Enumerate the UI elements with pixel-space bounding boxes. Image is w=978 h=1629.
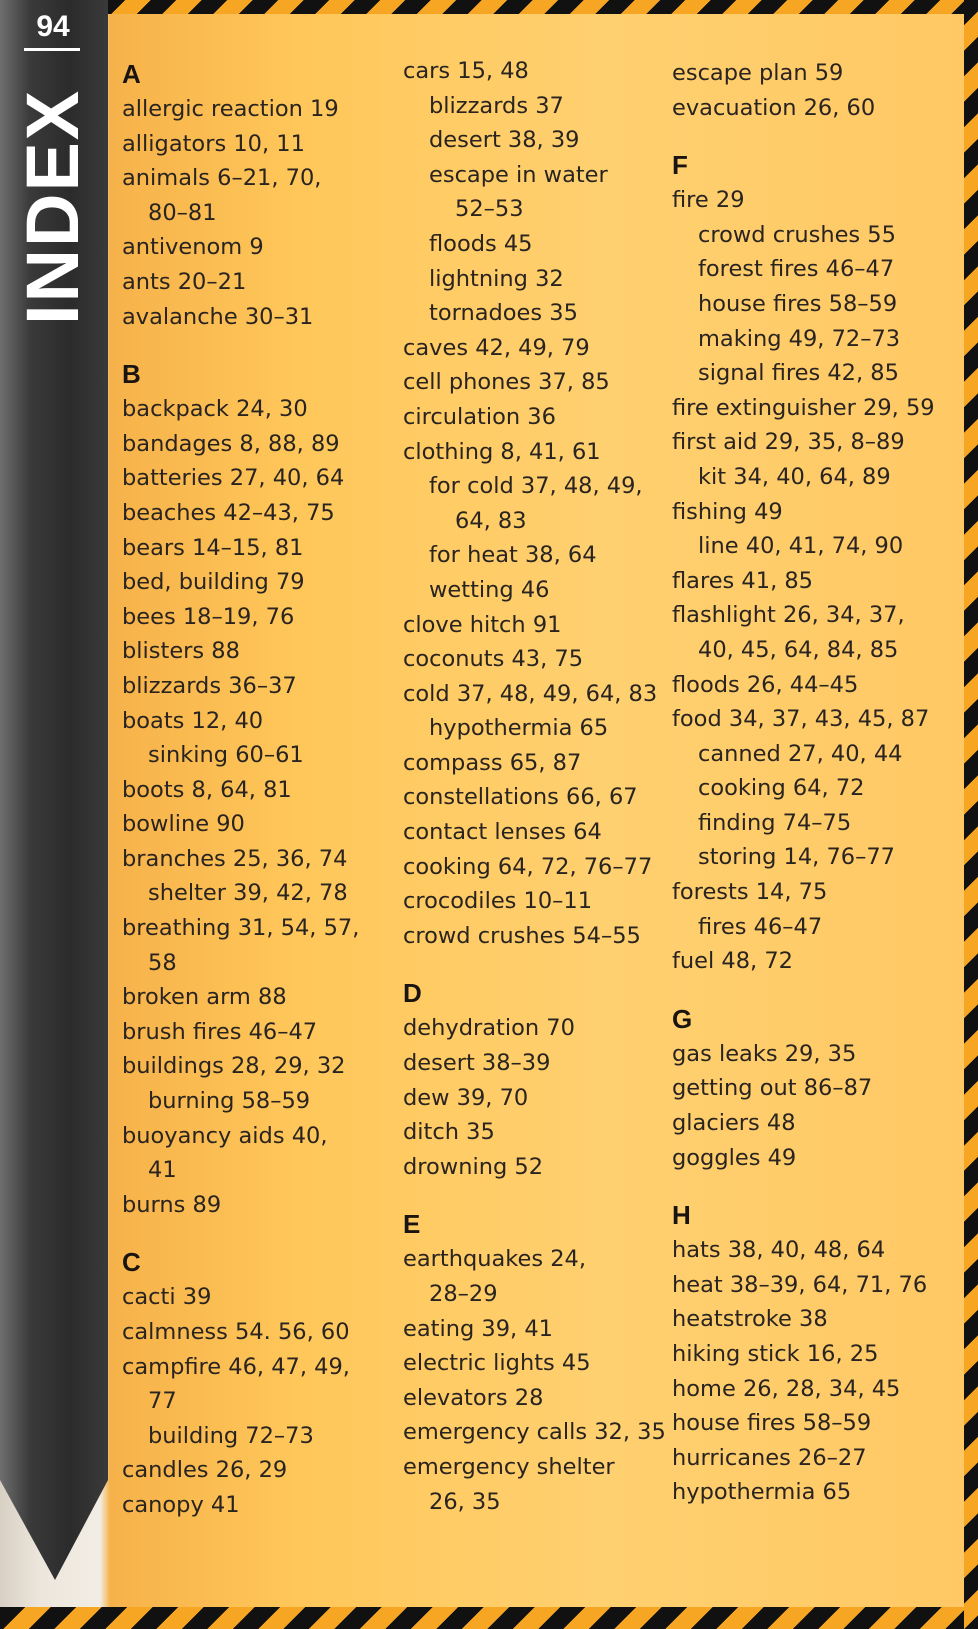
index-entry: beaches 42–43, 75 (122, 499, 335, 526)
index-entry: boots 8, 64, 81 (122, 776, 292, 803)
index-entry: crowd crushes 54–55 (403, 922, 641, 949)
index-entry: caves 42, 49, 79 (403, 334, 590, 361)
index-subentry: tornadoes 35 (429, 300, 578, 327)
index-entry: coconuts 43, 75 (403, 646, 584, 673)
index-entry: clove hitch 91 (403, 611, 562, 638)
section-letter: B (122, 359, 141, 390)
index-subentry: sinking 60–61 (148, 742, 304, 769)
section-gap (672, 1175, 962, 1195)
index-subentry: desert 38, 39 (429, 127, 580, 154)
index-entry: fire 29 (672, 187, 745, 214)
index-entry: eating 39, 41 (403, 1315, 553, 1342)
index-entry: drowning 52 (403, 1153, 544, 1180)
index-entry: emergency calls 32, 35 (403, 1419, 666, 1446)
index-entry-continuation: 41 (148, 1157, 177, 1184)
index-entry: floods 26, 44–45 (672, 671, 859, 698)
index-entry: getting out 86–87 (672, 1075, 873, 1102)
index-entry: house fires 58–59 (672, 1410, 872, 1437)
index-subentry: house fires 58–59 (698, 290, 898, 317)
index-entry: avalanche 30–31 (122, 303, 314, 330)
index-entry: food 34, 37, 43, 45, 87 (672, 706, 930, 733)
index-entry: circulation 36 (403, 403, 556, 430)
index-entry: broken arm 88 (122, 984, 287, 1011)
hazard-stripe-bottom (0, 1607, 978, 1629)
section-letter: D (403, 978, 422, 1009)
index-entry: fire extinguisher 29, 59 (672, 394, 935, 421)
index-entry: burns 89 (122, 1191, 222, 1218)
index-entry: emergency shelter (403, 1453, 615, 1480)
index-entry: desert 38–39 (403, 1050, 551, 1077)
index-subentry: building 72–73 (148, 1422, 314, 1449)
index-subentry: signal fires 42, 85 (698, 360, 899, 387)
index-entry: boats 12, 40 (122, 707, 264, 734)
index-entry-continuation: 40, 45, 64, 84, 85 (698, 636, 899, 663)
index-entry: branches 25, 36, 74 (122, 845, 348, 872)
index-entry: cell phones 37, 85 (403, 369, 610, 396)
index-entry: blisters 88 (122, 638, 240, 665)
index-entry: heatstroke 38 (672, 1306, 828, 1333)
section-letter: E (403, 1209, 421, 1240)
index-entry: cars 15, 48 (403, 58, 529, 84)
index-entry: alligators 10, 11 (122, 130, 305, 157)
index-subentry: burning 58–59 (148, 1088, 311, 1115)
index-entry: bees 18–19, 76 (122, 603, 295, 630)
index-subentry: floods 45 (429, 230, 533, 257)
index-entry: ants 20–21 (122, 268, 247, 295)
section-letter: H (672, 1200, 691, 1231)
index-entry: cold 37, 48, 49, 64, 83 (403, 680, 658, 707)
section-gap (672, 125, 962, 145)
index-entry: glaciers 48 (672, 1110, 796, 1137)
section-gap (403, 1184, 661, 1204)
index-entry-continuation: 77 (148, 1388, 177, 1415)
index-entry: brush fires 46–47 (122, 1018, 318, 1045)
index-entry: batteries 27, 40, 64 (122, 465, 345, 492)
section-gap (122, 334, 382, 354)
index-column-3 (672, 56, 962, 1510)
index-entry: animals 6–21, 70, (122, 165, 322, 192)
index-subentry: for heat 38, 64 (429, 542, 597, 569)
index-entry-continuation: 58 (148, 949, 177, 976)
section-letter: G (672, 1003, 693, 1034)
index-entry: buildings 28, 29, 32 (122, 1053, 346, 1080)
index-subentry: canned 27, 40, 44 (698, 740, 903, 767)
index-subentry: storing 14, 76–77 (698, 844, 895, 871)
tab-title: INDEX (11, 88, 94, 325)
index-entry: flares 41, 85 (672, 567, 813, 594)
hazard-stripe-right (964, 0, 978, 1629)
section-gap (672, 979, 962, 999)
index-subentry: making 49, 72–73 (698, 325, 901, 352)
index-entry: bowline 90 (122, 811, 245, 838)
index-entry: hurricanes 26–27 (672, 1444, 867, 1471)
index-column-2 (403, 54, 666, 1519)
index-entry: blizzards 36–37 (122, 672, 297, 699)
index-entry: ditch 35 (403, 1119, 495, 1146)
index-entry: fishing 49 (672, 498, 783, 525)
index-entry-continuation: 52–53 (455, 196, 524, 223)
index-entry: heat 38–39, 64, 71, 76 (672, 1271, 928, 1298)
index-entry-continuation: 26, 35 (429, 1488, 501, 1515)
index-entry: constellations 66, 67 (403, 784, 638, 811)
index-entry: cacti 39 (122, 1284, 212, 1311)
index-subentry: lightning 32 (429, 265, 564, 292)
index-entry: earthquakes 24, (403, 1246, 587, 1273)
index-subentry: wetting 46 (429, 576, 550, 603)
index-subentry: finding 74–75 (698, 809, 852, 836)
index-entry: flashlight 26, 34, 37, (672, 602, 905, 629)
index-entry: goggles 49 (672, 1144, 797, 1171)
index-subentry: line 40, 41, 74, 90 (698, 533, 904, 560)
index-entry: compass 65, 87 (403, 749, 582, 776)
index-entry: calmness 54. 56, 60 (122, 1319, 350, 1345)
index-entry-continuation: 64, 83 (455, 507, 527, 534)
index-subentry: forest fires 46–47 (698, 256, 895, 283)
index-entry: dehydration 70 (403, 1015, 575, 1042)
index-subentry: kit 34, 40, 64, 89 (698, 463, 891, 490)
index-entry: evacuation 26, 60 (672, 94, 876, 121)
index-entry: gas leaks 29, 35 (672, 1040, 857, 1067)
page-number: 94 (36, 10, 70, 43)
index-subentry: crowd crushes 55 (698, 221, 896, 248)
index-entry: cooking 64, 72, 76–77 (403, 853, 653, 880)
index-subentry: for cold 37, 48, 49, (429, 473, 643, 500)
index-subentry: blizzards 37 (429, 92, 564, 119)
index-subentry: cooking 64, 72 (698, 775, 865, 802)
section-letter: A (122, 59, 141, 89)
index-entry: hiking stick 16, 25 (672, 1341, 879, 1367)
index-column-1 (122, 54, 382, 1523)
index-entry: bandages 8, 88, 89 (122, 430, 340, 457)
index-entry: candles 26, 29 (122, 1457, 288, 1484)
index-entry: antivenom 9 (122, 234, 264, 261)
index-entry: forests 14, 75 (672, 879, 828, 906)
index-subentry: escape in water (429, 161, 608, 188)
index-entry: backpack 24, 30 (122, 396, 308, 423)
index-entry-continuation: 80–81 (148, 199, 217, 226)
index-entry: crocodiles 10–11 (403, 888, 593, 915)
index-entry: bed, building 79 (122, 569, 305, 596)
index-entry: allergic reaction 19 (122, 96, 339, 122)
index-entry: dew 39, 70 (403, 1084, 529, 1111)
section-gap (403, 953, 661, 973)
index-subentry: fires 46–47 (698, 913, 823, 940)
index-entry: contact lenses 64 (403, 819, 602, 846)
section-letter: F (672, 150, 688, 181)
index-entry-continuation: 28–29 (429, 1281, 498, 1307)
index-entry: clothing 8, 41, 61 (403, 438, 601, 465)
index-subentry: hypothermia 65 (429, 715, 609, 742)
index-entry: elevators 28 (403, 1384, 544, 1411)
index-entry: escape plan 59 (672, 60, 844, 86)
index-entry: fuel 48, 72 (672, 948, 793, 975)
index-entry: home 26, 28, 34, 45 (672, 1375, 901, 1402)
section-gap (122, 1222, 382, 1242)
index-entry: bears 14–15, 81 (122, 534, 304, 561)
hazard-stripe-top (100, 0, 978, 14)
index-entry: hypothermia 65 (672, 1479, 852, 1506)
index-entry: electric lights 45 (403, 1350, 591, 1377)
index-entry: buoyancy aids 40, (122, 1122, 328, 1149)
index-entry: canopy 41 (122, 1491, 240, 1518)
index-entry: hats 38, 40, 48, 64 (672, 1237, 886, 1264)
index-subentry: shelter 39, 42, 78 (148, 880, 348, 907)
section-letter: C (122, 1247, 141, 1278)
index-entry: breathing 31, 54, 57, (122, 915, 360, 942)
index-entry: campfire 46, 47, 49, (122, 1353, 350, 1380)
index-entry: first aid 29, 35, 8–89 (672, 429, 905, 456)
